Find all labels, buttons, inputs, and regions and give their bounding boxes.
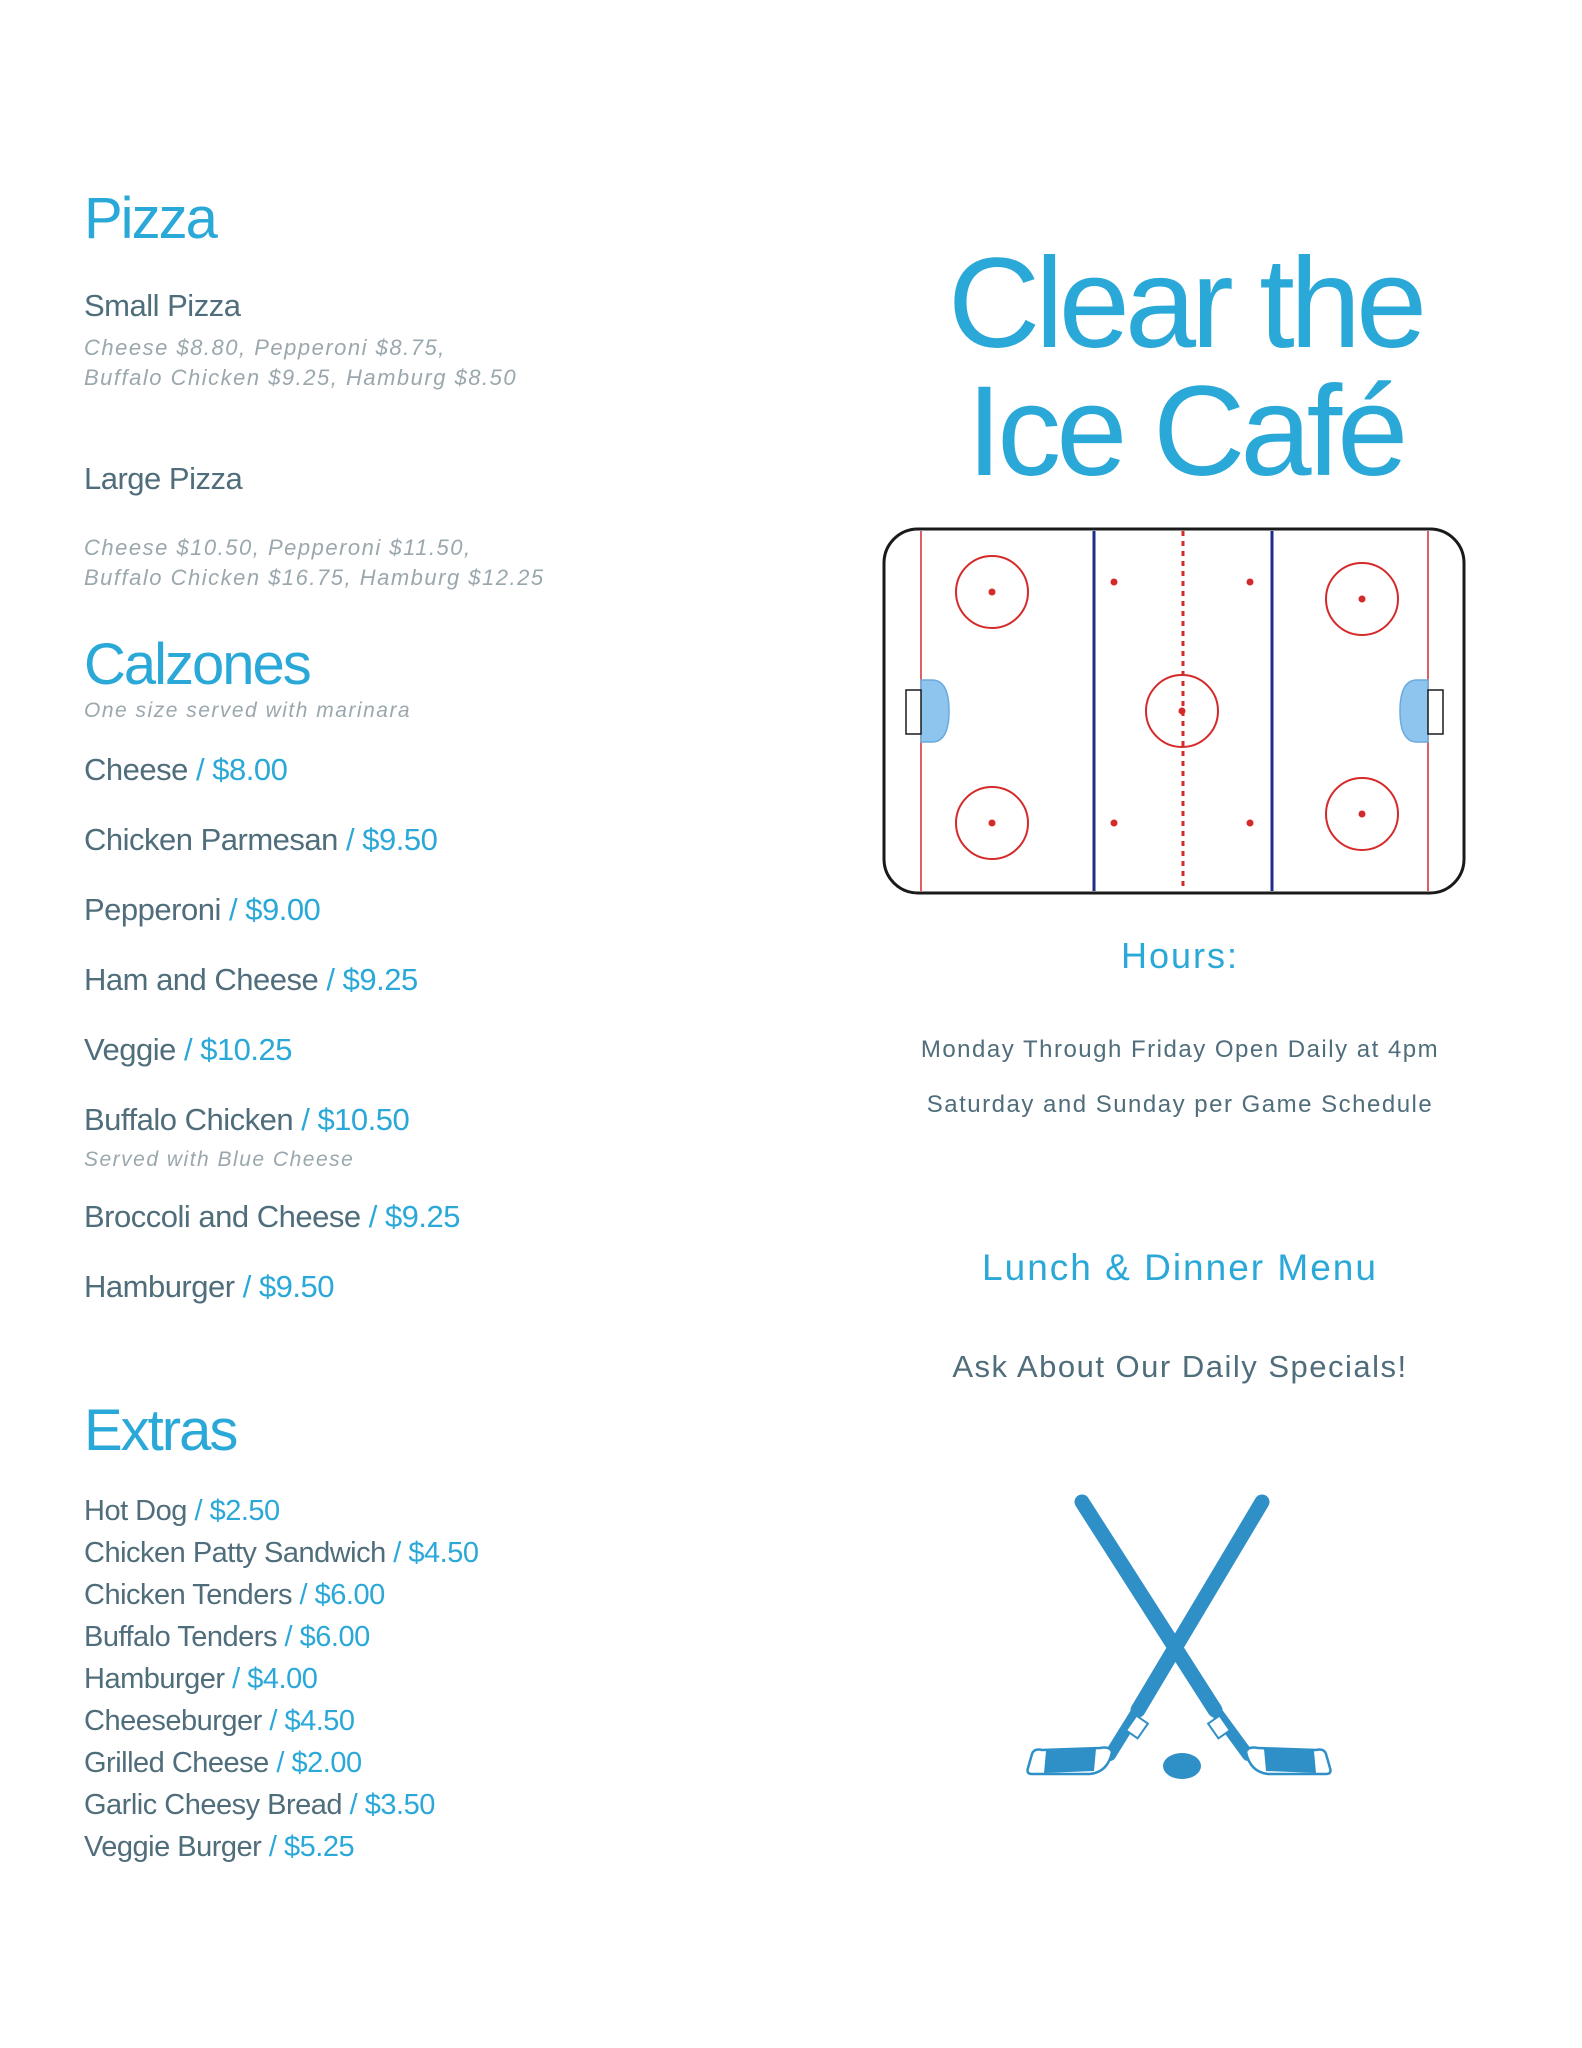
faceoff-dot-bottom-left (989, 820, 996, 827)
neutral-dot (1247, 579, 1254, 586)
item-name: Ham and Cheese (84, 962, 319, 997)
item-name: Chicken Tenders (84, 1579, 292, 1611)
menu-item (84, 1102, 409, 1138)
large-pizza-name: Large Pizza (84, 461, 243, 496)
item-note: Served with Blue Cheese (84, 1148, 355, 1171)
separator: / (276, 1747, 284, 1779)
separator: / (393, 1537, 401, 1569)
item-name: Grilled Cheese (84, 1747, 269, 1779)
faceoff-dot-bottom-right (1359, 811, 1366, 818)
puck (1163, 1753, 1201, 1779)
item-name: Pepperoni (84, 892, 221, 927)
extra-item (84, 1784, 478, 1826)
extra-item (84, 1826, 478, 1868)
extra-item (84, 1658, 478, 1700)
item-price: $6.00 (299, 1621, 370, 1653)
hours-weekend: Saturday and Sunday per Game Schedule (926, 1091, 1434, 1118)
extra-item (84, 1616, 478, 1658)
separator: / (228, 892, 238, 927)
daily-specials: Ask About Our Daily Specials! (952, 1349, 1408, 1384)
large-pizza-desc-line2: Buffalo Chicken $16.75, Hamburg $12.25 (84, 564, 545, 590)
pizza-heading: Pizza (84, 186, 216, 251)
item-price: $2.50 (209, 1495, 280, 1527)
extra-item (84, 1490, 478, 1532)
separator: / (301, 1102, 310, 1137)
item-name: Veggie (84, 1032, 176, 1067)
separator: / (368, 1199, 377, 1234)
separator: / (269, 1705, 277, 1737)
extras-list (84, 1490, 478, 1868)
net-left (906, 690, 921, 734)
crease-right (1400, 680, 1428, 742)
small-pizza-desc-line1: Cheese $8.80, Pepperoni $8.75, (84, 335, 446, 360)
item-name: Broccoli and Cheese (84, 1199, 361, 1234)
extra-item (84, 1700, 478, 1742)
item-name: Buffalo Tenders (84, 1621, 277, 1653)
separator: / (268, 1831, 277, 1863)
item-price: $4.50 (284, 1705, 355, 1737)
item-name: Veggie Burger (84, 1831, 262, 1863)
separator: / (183, 1032, 193, 1067)
item-price: $4.00 (247, 1663, 318, 1695)
calzones-subtitle: One size served with marinara (84, 699, 412, 722)
center-dot (1179, 708, 1186, 715)
item-name: Hamburger (84, 1269, 235, 1304)
item-name: Hot Dog (84, 1495, 187, 1527)
item-price: $9.25 (342, 962, 418, 997)
neutral-dot (1111, 820, 1118, 827)
extras-heading: Extras (84, 1398, 237, 1463)
menu-item (84, 1032, 292, 1068)
item-name: Cheese (84, 752, 188, 787)
menu-item (84, 962, 418, 998)
faceoff-dot-top-right (1359, 596, 1366, 603)
item-name: Hamburger (84, 1663, 225, 1695)
item-price: $8.00 (212, 752, 288, 787)
rink-boards (884, 529, 1464, 893)
hours-label: Hours: (1120, 935, 1240, 976)
item-price: $10.25 (200, 1032, 293, 1067)
hockey-rink-icon (880, 525, 1470, 900)
extra-item (84, 1532, 478, 1574)
neutral-dot (1111, 579, 1118, 586)
separator: / (284, 1621, 293, 1653)
small-pizza-desc-line2: Buffalo Chicken $9.25, Hamburg $8.50 (84, 364, 518, 390)
item-name: Garlic Cheesy Bread (84, 1789, 343, 1821)
item-price: $9.00 (245, 892, 321, 927)
item-price: $10.50 (317, 1102, 410, 1137)
item-price: $3.50 (364, 1789, 435, 1821)
separator: / (326, 962, 335, 997)
separator: / (346, 822, 355, 857)
menu-item (84, 752, 287, 788)
small-pizza-name: Small Pizza (84, 288, 241, 323)
separator: / (232, 1663, 240, 1695)
cafe-title-line2: Ice Café (966, 360, 1404, 503)
large-pizza-desc-line1: Cheese $10.50, Pepperoni $11.50, (84, 535, 472, 560)
item-price: $6.00 (314, 1579, 385, 1611)
cafe-title-line1: Clear the (947, 232, 1423, 375)
hours-weekday: Monday Through Friday Open Daily at 4pm (920, 1036, 1440, 1063)
separator: / (194, 1495, 203, 1527)
large-pizza-desc (84, 533, 545, 592)
item-price: $9.25 (384, 1199, 461, 1234)
menu-item (84, 1199, 460, 1235)
separator: / (195, 752, 205, 787)
separator: / (299, 1579, 308, 1611)
extra-item (84, 1742, 478, 1784)
cafe-title (880, 232, 1490, 503)
item-name: Chicken Patty Sandwich (84, 1537, 386, 1569)
blade-left-tape (1044, 1749, 1096, 1773)
blade-right-tape (1264, 1749, 1316, 1773)
crease-left (921, 680, 949, 742)
separator: / (242, 1269, 251, 1304)
item-price: $9.50 (258, 1269, 335, 1304)
menu-label: Lunch & Dinner Menu (982, 1247, 1378, 1288)
item-price: $2.00 (291, 1747, 362, 1779)
menu-item (84, 822, 437, 858)
item-price: $9.50 (362, 822, 438, 857)
item-name: Buffalo Chicken (84, 1102, 294, 1137)
separator: / (349, 1789, 358, 1821)
menu-item (84, 892, 320, 928)
faceoff-dot-top-left (989, 589, 996, 596)
item-name: Chicken Parmesan (84, 822, 338, 857)
item-price: $4.50 (408, 1537, 479, 1569)
item-price: $5.25 (284, 1831, 355, 1863)
calzones-heading: Calzones (84, 632, 310, 697)
net-right (1428, 690, 1443, 734)
menu-item (84, 1269, 334, 1305)
neutral-dot (1247, 820, 1254, 827)
small-pizza-desc (84, 333, 517, 392)
hockey-sticks-icon (1020, 1490, 1350, 1790)
extra-item (84, 1574, 478, 1616)
item-name: Cheeseburger (84, 1705, 262, 1737)
